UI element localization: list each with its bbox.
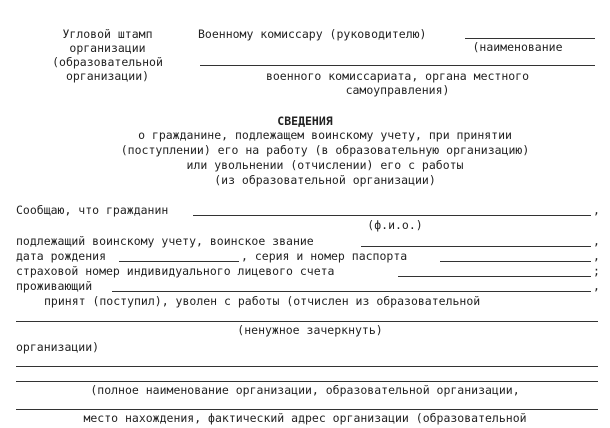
organization-line-2[interactable] [16,381,598,382]
report-label: Сообщаю, что гражданин [16,203,169,217]
naming-caption: (наименование [472,40,563,54]
commissar-name-line[interactable] [465,38,595,39]
status-label: принят (поступил), уволен с работы (отчислен из образовательной [44,294,481,308]
stamp-label: Угловой штамп [62,27,153,41]
self-government-caption: самоуправления) [345,83,450,97]
stamp-educational: (образовательной [52,55,163,69]
fio-line[interactable] [193,215,591,216]
heading-line-3: или увольнении (отчислении) его с работы [186,158,464,172]
birth-date-label: дата рождения [16,249,107,263]
insurance-line[interactable] [398,276,591,277]
heading-line-1: о гражданине, подлежащем воинскому учету, при принятии [138,128,512,142]
passport-line[interactable] [440,261,591,262]
residence-label: проживающий [16,279,93,293]
passport-comma: , [593,249,600,263]
commissariat-name-line[interactable] [200,65,595,66]
document-title: СВЕДЕНИЯ [277,114,333,128]
heading-line-4: (из образовательной организации) [214,173,436,187]
insurance-label: страховой номер индивидуального лицевого счета [16,264,335,278]
strike-caption: (ненужное зачеркнуть) [237,323,383,337]
stamp-organization-closing: организации) [65,69,150,83]
rank-label: подлежащий воинскому учету, воинское звание [16,234,314,248]
addressee-label: Военному комиссару (руководителю) [198,27,427,41]
location-caption: место нахождения, фактический адрес организации (образовательной [83,411,527,425]
commissariat-caption: военного комиссариата, органа местного [265,69,530,83]
heading-line-2: (поступлении) его на работу (в образовательную организацию) [120,143,530,157]
organization-line-3[interactable] [16,409,598,410]
rank-line[interactable] [361,246,591,247]
birth-date-line[interactable] [119,261,239,262]
fio-caption: (ф.и.о.) [367,218,423,232]
insurance-semicolon: ; [593,264,600,278]
rank-comma: , [593,234,600,248]
organization-line-1[interactable] [16,366,598,367]
fio-comma: , [593,203,600,217]
organization-label: организации) [16,340,100,354]
residence-comma: , [593,279,600,293]
org-name-caption: (полное наименование организации, образовательной организации, [90,383,520,397]
status-line[interactable] [16,321,598,322]
passport-label: , серия и номер паспорта [241,249,408,263]
residence-line[interactable] [112,291,591,292]
stamp-organization: организации [69,41,146,55]
